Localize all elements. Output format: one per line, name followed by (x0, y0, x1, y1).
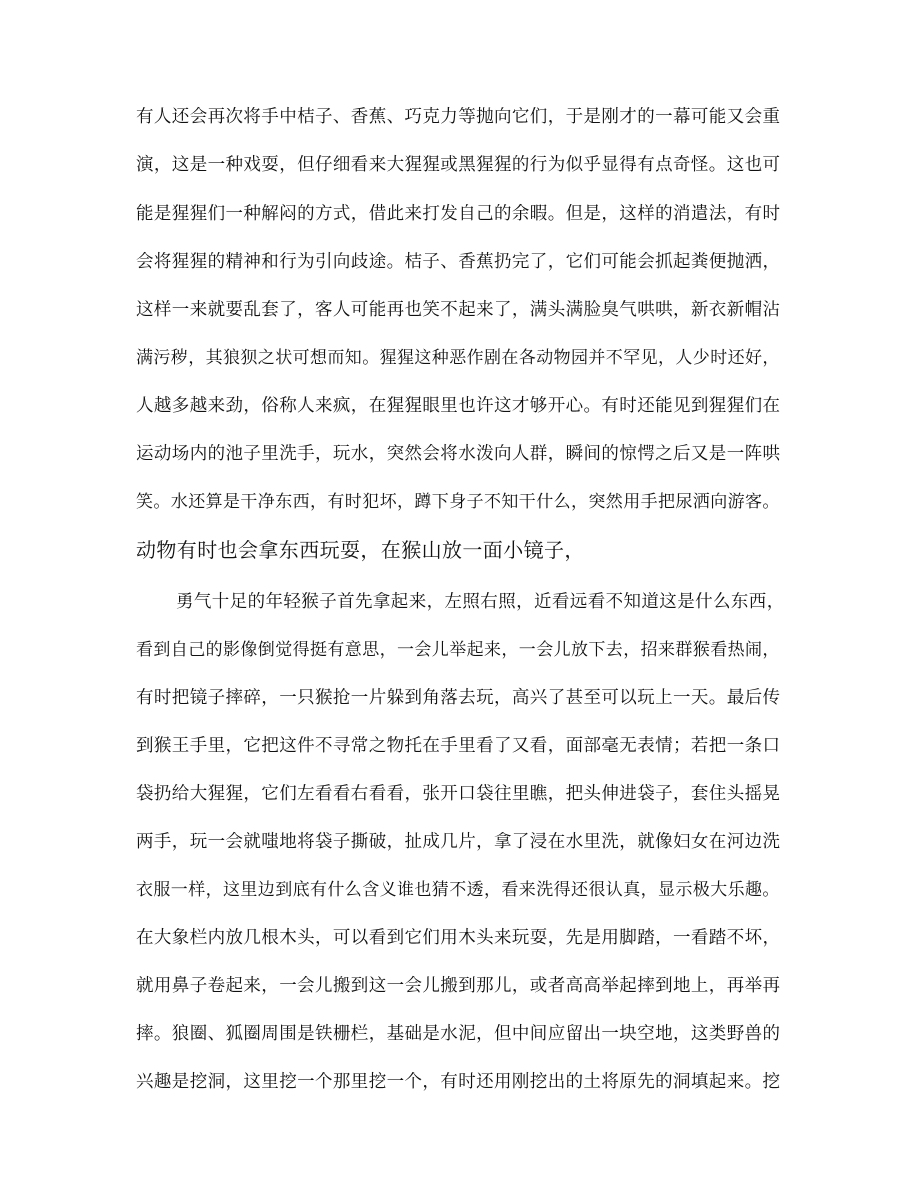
text-line: 笑。水还算是干净东西，有时犯坏，蹲下身子不知干什么，突然用手把尿洒向游客。 (136, 492, 780, 512)
text-line: 会将猩猩的精神和行为引向歧途。桔子、香蕉扔完了，它们可能会抓起粪便抛洒， (136, 252, 781, 272)
text-line: 到猴王手里，它把这件不寻常之物托在手里看了又看，面部毫无表情；若把一条口 (136, 736, 781, 756)
text-line: 动物有时也会拿东西玩耍，在猴山放一面小镜子， (136, 538, 585, 562)
text-line: 两手，玩一会就嗤地将袋子撕破，扯成几片，拿了浸在水里洗，就像妇女在河边洗 (136, 832, 781, 852)
text-line: 人越多越来劲，俗称人来疯，在猩猩眼里也许这才够开心。有时还能见到猩猩们在 (136, 396, 781, 416)
text-line: 运动场内的池子里洗手，玩水，突然会将水泼向人群，瞬间的惊愕之后又是一阵哄 (136, 444, 781, 464)
text-line: 看到自己的影像倒觉得挺有意思，一会儿举起来，一会儿放下去，招来群猴看热闹， (136, 640, 780, 660)
text-line: 袋扔给大猩猩，它们左看看右看看，张开口袋往里瞧，把头伸进袋子，套住头摇晃 (136, 784, 781, 804)
text-line: 满污秽，其狼狈之状可想而知。猩猩这种恶作剧在各动物园并不罕见，人少时还好， (136, 348, 780, 368)
text-line: 这样一来就要乱套了，客人可能再也笑不起来了，满头满脸臭气哄哄，新衣新帽沾 (136, 300, 781, 320)
text-line: 就用鼻子卷起来，一会儿搬到这一会儿搬到那儿，或者高高举起摔到地上，再举再 (136, 976, 781, 996)
text-line: 在大象栏内放几根木头，可以看到它们用木头来玩耍，先是用脚踏，一看踏不坏， (136, 928, 781, 948)
text-line: 兴趣是挖洞，这里挖一个那里挖一个，有时还用刚挖出的土将原先的洞填起来。挖 (136, 1072, 781, 1092)
text-line: 有时把镜子摔碎，一只猴抢一片躲到角落去玩，高兴了甚至可以玩上一天。最后传 (136, 688, 781, 708)
text-line: 能是猩猩们一种解闷的方式，借此来打发自己的余暇。但是，这样的消遣法，有时 (136, 204, 781, 224)
text-line: 衣服一样，这里边到底有什么含义谁也猜不透，看来洗得还很认真，显示极大乐趣。 (136, 880, 780, 900)
text-line: 摔。狼圈、狐圈周围是铁栅栏，基础是水泥，但中间应留出一块空地，这类野兽的 (136, 1024, 781, 1044)
text-line: 勇气十足的年轻猴子首先拿起来，左照右照，近看远看不知道这是什么东西， (176, 592, 785, 612)
text-line: 演，这是一种戏耍，但仔细看来大猩猩或黑猩猩的行为似乎显得有点奇怪。这也可 (136, 155, 781, 175)
text-line: 有人还会再次将手中桔子、香蕉、巧克力等抛向它们，于是刚才的一幕可能又会重 (136, 107, 781, 127)
